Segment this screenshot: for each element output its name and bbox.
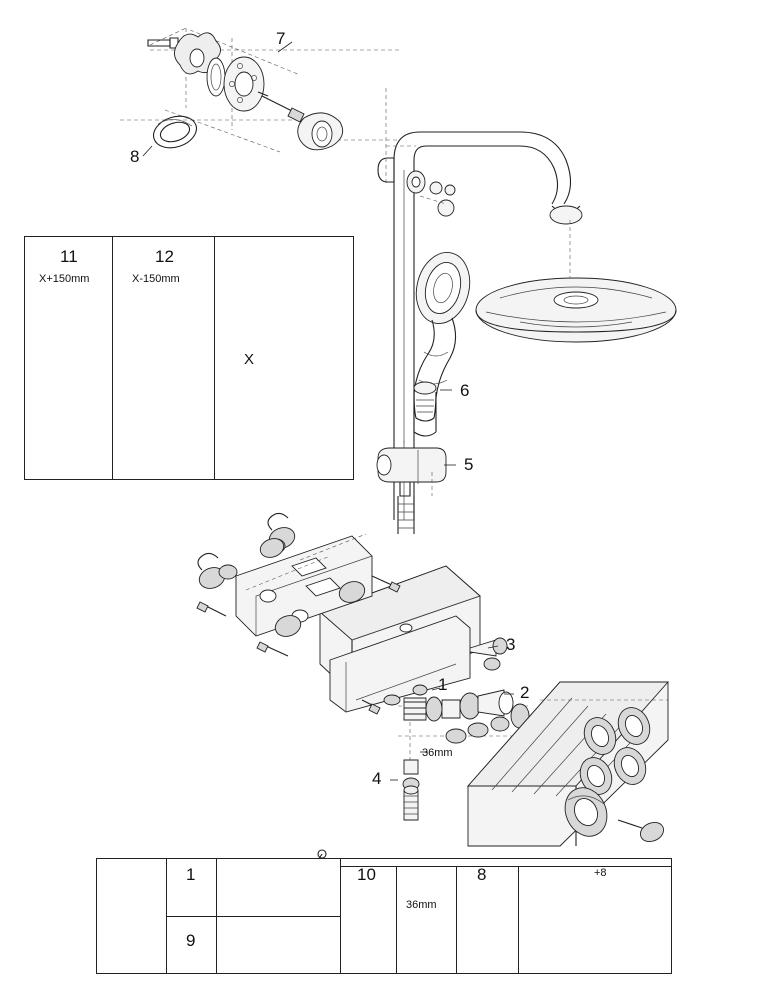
- panel-cell-8-number: 8: [477, 865, 487, 884]
- panel-cell-12-sub: X-150mm: [132, 273, 180, 285]
- panel-lower-divider-5: [456, 866, 457, 974]
- group-wall-union-exploded: [120, 28, 400, 156]
- callout-5: 5: [464, 455, 474, 474]
- panel-lower-divider-3: [340, 858, 341, 974]
- dimension-x-label: X: [244, 351, 255, 368]
- callout-3: 3: [506, 635, 516, 654]
- panel-upper-divider-1: [112, 236, 113, 480]
- panel-lower-divider-4: [396, 866, 397, 974]
- callout-6: 6: [460, 381, 470, 400]
- panel-cell-10-number: 10: [357, 865, 376, 884]
- panel-cell-1-number: 1: [186, 865, 196, 884]
- panel-lower-top-edge-10: [340, 866, 672, 867]
- callout-8-top: 8: [130, 147, 140, 166]
- group-hose-holder: [377, 440, 446, 534]
- callout-1: 1: [438, 675, 448, 694]
- panel-cell-11-sub: X+150mm: [39, 273, 90, 285]
- dimension-36mm-middle: 36mm: [422, 747, 453, 759]
- callout-7: 7: [276, 29, 286, 48]
- callout-2: 2: [520, 683, 530, 702]
- panel-cell-9-number: 9: [186, 931, 196, 950]
- panel-cell-11-number: 11: [60, 247, 78, 266]
- panel-lower-divider-6: [518, 866, 519, 974]
- panel-cell-12-number: 12: [155, 247, 174, 266]
- panel-lower-row-divider: [166, 916, 340, 917]
- panel-cell-36mm-sub: 36mm: [406, 899, 437, 911]
- callout-4: 4: [372, 769, 382, 788]
- panel-upper-divider-2: [214, 236, 215, 480]
- panel-cell-plus8-sub: +8: [594, 867, 607, 879]
- group-hand-shower: [409, 247, 477, 436]
